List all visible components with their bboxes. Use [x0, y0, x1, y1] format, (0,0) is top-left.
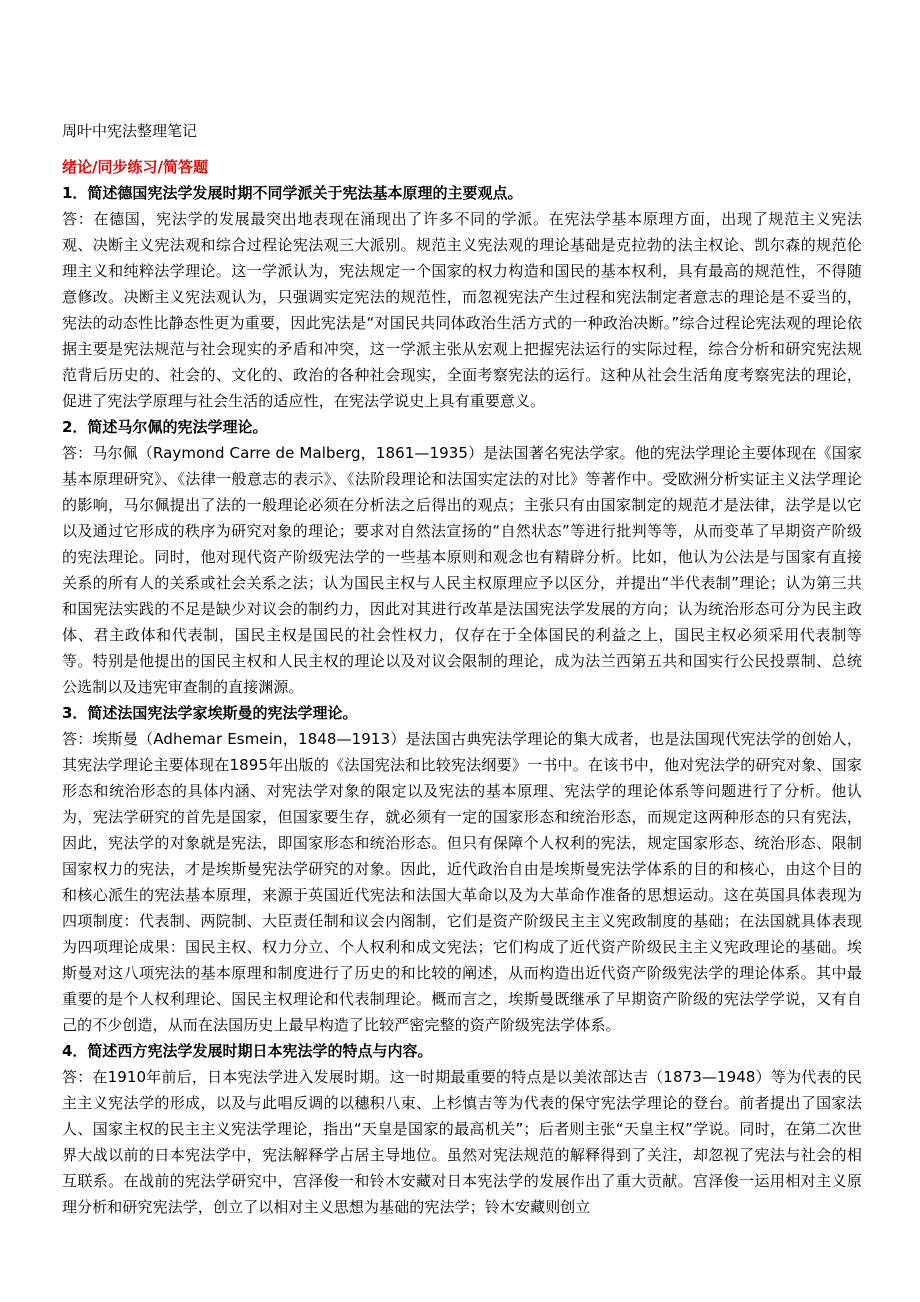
- question-block-3: [62, 700, 862, 1038]
- question-title-2: 2．简述马尔佩的宪法学理论。: [62, 418, 268, 436]
- question-title-3: 3．简述法国宪法学家埃斯曼的宪法学理论。: [62, 704, 358, 722]
- answer-text-2: 答：马尔佩（Raymond Carre de Malberg，1861—1935）是法国著名宪法学家。他的宪法学理论主要体现在《国家基本原理研究》、《法律一般意志的表示》、《法阶段理论和法国实定法的对比》等著作中。受欧洲分析实证主义法学理论的影响，马尔佩提出了法的一般理论必须在分析法之后得出的观点；主张只有由国家制定的规范才是法律，法学是以它以及通过它形成的秩序为研究对象的理论；要求对自然法宣扬的“自然状态”等进行批判等等，从而变革了早期资产阶级的宪法理论。同时，他对现代资产阶级宪法学的一些基本原则和观念也有精辟分析。比如，他认为公法是与国家有直接关系的所有人的关系或社会关系之法；认为国民主权与人民主权原理应予以区分，并提出“半代表制”理论；认为第三共和国宪法实践的不足是缺少对议会的制约力，因此对其进行改革是法国宪法学发展的方向；认为统治形态可分为民主政体、君主政体和代表制，国民主权是国民的社会性权力，仅存在于全体国民的利益之上，国民主权必须采用代表制等等。特别是他提出的国民主权和人民主权的理论以及对议会限制的理论，成为法兰西第五共和国实行公民投票制、总统公选制以及违宪审查制的直接渊源。: [62, 444, 862, 696]
- answer-text-4: 答：在1910年前后，日本宪法学进入发展时期。这一时期最重要的特点是以美浓部达吉（1873—1948）等为代表的民主主义宪法学的形成，以及与此唱反调的以穗积八束、上杉慎吉等为代表的保守宪法学理论的登台。前者提出了国家法人、国家主权的民主主义宪法学理论，指出“天皇是国家的最高机关”；后者则主张“天皇主权”学说。同时，在第二次世界大战以前的日本宪法学中，宪法解释学占居主导地位。虽然对宪法规范的解释得到了关注，却忽视了宪法与社会的相互联系。在战前的宪法学研究中，宫泽俊一和铃木安藏对日本宪法学的发展作出了重大贡献。宫泽俊一运用相对主义原理分析和研究宪法学，创立了以相对主义思想为基础的宪法学；铃木安藏则创立: [62, 1068, 862, 1216]
- document-title: 周叶中宪法整理笔记: [62, 122, 198, 140]
- question-block-1: [62, 180, 862, 414]
- question-block-2: [62, 414, 862, 700]
- question-block-4: [62, 1038, 862, 1220]
- answer-text-3: 答：埃斯曼（Adhemar Esmein，1848—1913）是法国古典宪法学理论的集大成者，也是法国现代宪法学的创始人，其宪法学理论主要体现在1895年出版的《法国宪法和比较宪法纲要》一书中。在该书中，他对宪法学的研究对象、国家形态和统治形态的具体内涵、对宪法学对象的限定以及宪法的基本原理、宪法学的理论体系等问题进行了分析。他认为，宪法学研究的首先是国家，但国家要生存，就必须有一定的国家形态和统治形态，而规定这两种形态的只有宪法，因此，宪法学的对象就是宪法，即国家形态和统治形态。但只有保障个人权利的宪法，规定国家形态、统治形态、限制国家权力的宪法，才是埃斯曼宪法学研究的对象。因此，近代政治自由是埃斯曼宪法学体系的目的和核心，由这个目的和核心派生的宪法基本原理，来源于英国近代宪法和法国大革命以及为大革命作准备的思想运动。这在英国具体表现为四项制度：代表制、两院制、大臣责任制和议会内阁制，它们是资产阶级民主主义宪政制度的基础；在法国就具体表现为四项理论成果：国民主权、权力分立、个人权利和成文宪法；它们构成了近代资产阶级民主主义宪政理论的基础。埃斯曼对这八项宪法的基本原理和制度进行了历史的和比较的阐述，从而构造出近代资产阶级宪法学的理论体系。其中最重要的是个人权利理论、国民主权理论和代表制理论。概而言之，埃斯曼既继承了早期资产阶级的宪法学学说，又有自己的不少创造，从而在法国历史上最早构造了比较严密完整的资产阶级宪法学体系。: [62, 730, 862, 1034]
- section-heading: 绪论/同步练习/简答题: [62, 158, 208, 176]
- document-page: [62, 118, 862, 1220]
- answer-text-1: 答：在德国，宪法学的发展最突出地表现在涌现出了许多不同的学派。在宪法学基本原理方面，出现了规范主义宪法观、决断主义宪法观和综合过程论宪法观三大派别。规范主义宪法观的理论基础是克拉勃的法主权论、凯尔森的规范伦理主义和纯粹法学理论。这一学派认为，宪法规定一个国家的权力构造和国民的基本权利，具有最高的规范性，不得随意修改。决断主义宪法观认为，只强调实定宪法的规范性，而忽视宪法产生过程和宪法制定者意志的理论是不妥当的，宪法的动态性比静态性更为重要，因此宪法是“对国民共同体政治生活方式的一种政治决断。”综合过程论宪法观的理论依据主要是宪法规范与社会现实的矛盾和冲突，这一学派主张从宏观上把握宪法运行的实际过程，综合分析和研究宪法规范背后历史的、社会的、文化的、政治的各种社会现实，全面考察宪法的运行。这种从社会生活角度考察宪法的理论，促进了宪法学原理与社会生活的适应性，在宪法学说史上具有重要意义。: [62, 210, 862, 410]
- question-title-1: 1．简述德国宪法学发展时期不同学派关于宪法基本原理的主要观点。: [62, 184, 523, 202]
- question-title-4: 4．简述西方宪法学发展时期日本宪法学的特点与内容。: [62, 1042, 433, 1060]
